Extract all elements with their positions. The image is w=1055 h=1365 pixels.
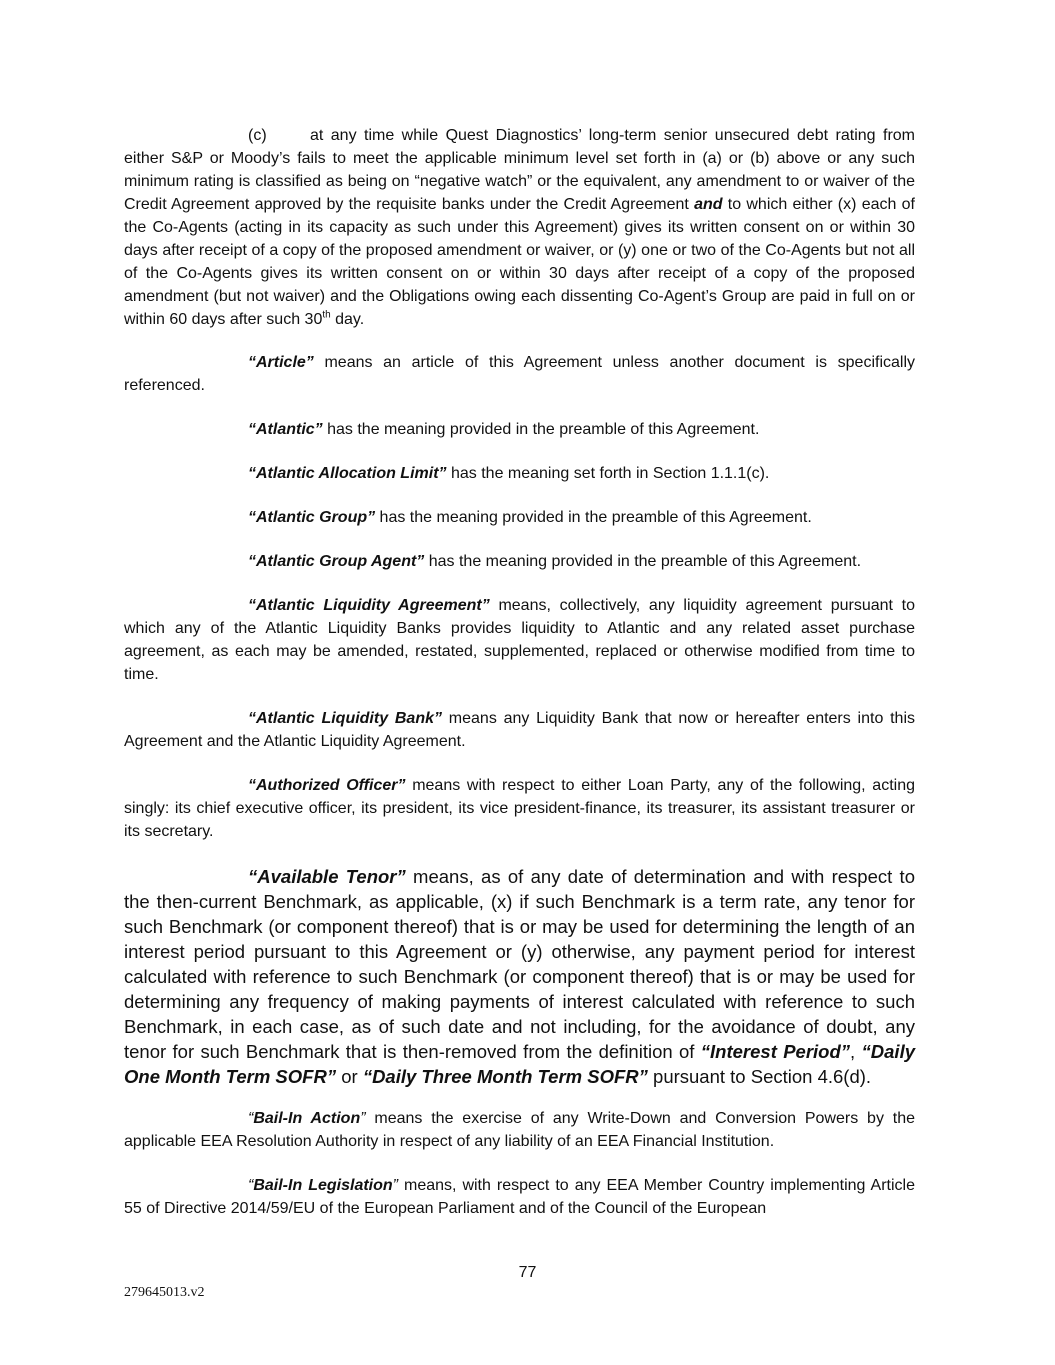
definition-text: means, collectively, any liquidity agreement pursuant to which any of the Atlantic Liquidity Banks provides liquidity to Atlantic and any related asset purchase agreement, as each may be amended, restated, supplemented, replaced or otherwise modified from time to time. bbox=[124, 597, 916, 683]
definition-text: means with respect to either Loan Party, any of the following, acting singly: its chief executive officer, its president, its vice president-finance, its treasurer, its assistant treasurer or its secretary. bbox=[124, 777, 915, 840]
defined-term: “Atlantic Liquidity Agreement” bbox=[248, 597, 490, 614]
document-page bbox=[124, 124, 915, 1220]
definition-atlantic-allocation-limit bbox=[124, 462, 915, 485]
defined-term: “Atlantic Allocation Limit” bbox=[248, 465, 447, 482]
defined-term: “Available Tenor” bbox=[248, 866, 406, 887]
defined-term: Bail-In Action bbox=[253, 1110, 361, 1127]
definition-bail-in-legislation bbox=[124, 1174, 915, 1220]
defined-term: “Atlantic” bbox=[248, 421, 323, 438]
close-quote: ” bbox=[392, 1177, 398, 1194]
clause-text-end: day. bbox=[330, 311, 365, 328]
defined-term: “Atlantic Group” bbox=[248, 509, 376, 526]
definition-text: means, as of any date of determination and with respect to the then-current Benchmark, as applicable, (x) if such Benchmark is a term rate, any tenor for such Benchmark (or component thereof) that is or may be used for determining the length of an interest period pursuant to this Agreement or (y) otherwise, any payment period for interest calculated with reference to such Benchmark (or component thereof) that is or may be used for determining any frequency of making payments of interest calculated with reference to such Benchmark, in each case, as of such date and not including, for the avoidance of doubt, any tenor for such Benchmark that is then-removed from the definition of bbox=[124, 866, 915, 1062]
definition-text: has the meaning set forth in Section 1.1.1(c). bbox=[446, 465, 770, 482]
cross-reference-daily-one-month-term-sofr: “Daily One Month Term SOFR” bbox=[124, 1041, 915, 1087]
clause-text: at any time while Quest Diagnostics’ long-term senior unsecured debt rating from either S&P or Moody’s fails to meet the applicable minimum level set forth in (a) or (b) above or any such minimum rating is classified as being on “negative watch” or the equivalent, any amendment to or waiver of the Credit Agreement approved by the requisite banks under the Credit Agreement bbox=[124, 127, 915, 213]
definition-bail-in-action bbox=[124, 1107, 915, 1153]
definition-atlantic-liquidity-bank bbox=[124, 707, 915, 753]
definition-atlantic-liquidity-agreement bbox=[124, 594, 915, 686]
separator: , bbox=[850, 1041, 862, 1062]
clause-emphasis-and: and bbox=[694, 196, 723, 213]
clause-c-paragraph bbox=[124, 124, 915, 331]
defined-term: “Article” bbox=[248, 354, 314, 371]
defined-term: Bail-In Legislation bbox=[253, 1177, 393, 1194]
clause-label: (c) bbox=[248, 127, 267, 144]
definition-text: means, with respect to any EEA Member Country implementing Article 55 of Directive 2014/59/EU of the European Parliament and of the Council of the European bbox=[124, 1177, 916, 1217]
document-id: 279645013.v2 bbox=[124, 1285, 205, 1300]
page-number: 77 bbox=[518, 1264, 537, 1281]
definition-text: means an article of this Agreement unless another document is specifically referenced. bbox=[124, 354, 915, 394]
cross-reference-interest-period: “Interest Period” bbox=[700, 1041, 851, 1062]
definition-article bbox=[124, 351, 915, 397]
defined-term: “Authorized Officer” bbox=[248, 777, 406, 794]
definition-text: has the meaning provided in the preamble of this Agreement. bbox=[424, 553, 862, 570]
definition-text-end: pursuant to Section 4.6(d). bbox=[647, 1066, 872, 1087]
definition-text: has the meaning provided in the preamble of this Agreement. bbox=[322, 421, 760, 438]
definition-text: has the meaning provided in the preamble of this Agreement. bbox=[375, 509, 812, 526]
cross-reference-daily-three-month-term-sofr: “Daily Three Month Term SOFR” bbox=[362, 1066, 648, 1087]
defined-term: “Atlantic Group Agent” bbox=[248, 553, 425, 570]
definition-atlantic bbox=[124, 418, 915, 441]
definition-atlantic-group bbox=[124, 506, 915, 529]
defined-term: “Atlantic Liquidity Bank” bbox=[248, 710, 443, 727]
open-quote: “ bbox=[248, 1110, 254, 1127]
separator: or bbox=[336, 1066, 363, 1087]
close-quote: ” bbox=[360, 1110, 366, 1127]
ordinal-suffix: th bbox=[322, 309, 331, 321]
clause-text-continued: to which either (x) each of the Co-Agents (acting in its capacity as such under this Agreement) gives its written consent on or within 30 days after receipt of a copy of the proposed amendment or waiver, or (y) one or two of the Co-Agents but not all of the Co-Agents gives its written consent on or within 30 days after receipt of a copy of the proposed amendment (but not waiver) and the Obligations owing each dissenting Co-Agent’s Group are paid in full on or within 60 days after such 30 bbox=[124, 196, 916, 328]
definition-atlantic-group-agent bbox=[124, 550, 915, 573]
definition-authorized-officer bbox=[124, 774, 915, 843]
definition-text: means any Liquidity Bank that now or hereafter enters into this Agreement and the Atlantic Liquidity Agreement. bbox=[124, 710, 916, 750]
definition-available-tenor bbox=[124, 864, 915, 1089]
definition-text: means the exercise of any Write-Down and Conversion Powers by the applicable EEA Resolution Authority in respect of any liability of an EEA Financial Institution. bbox=[124, 1110, 916, 1150]
open-quote: “ bbox=[248, 1177, 254, 1194]
